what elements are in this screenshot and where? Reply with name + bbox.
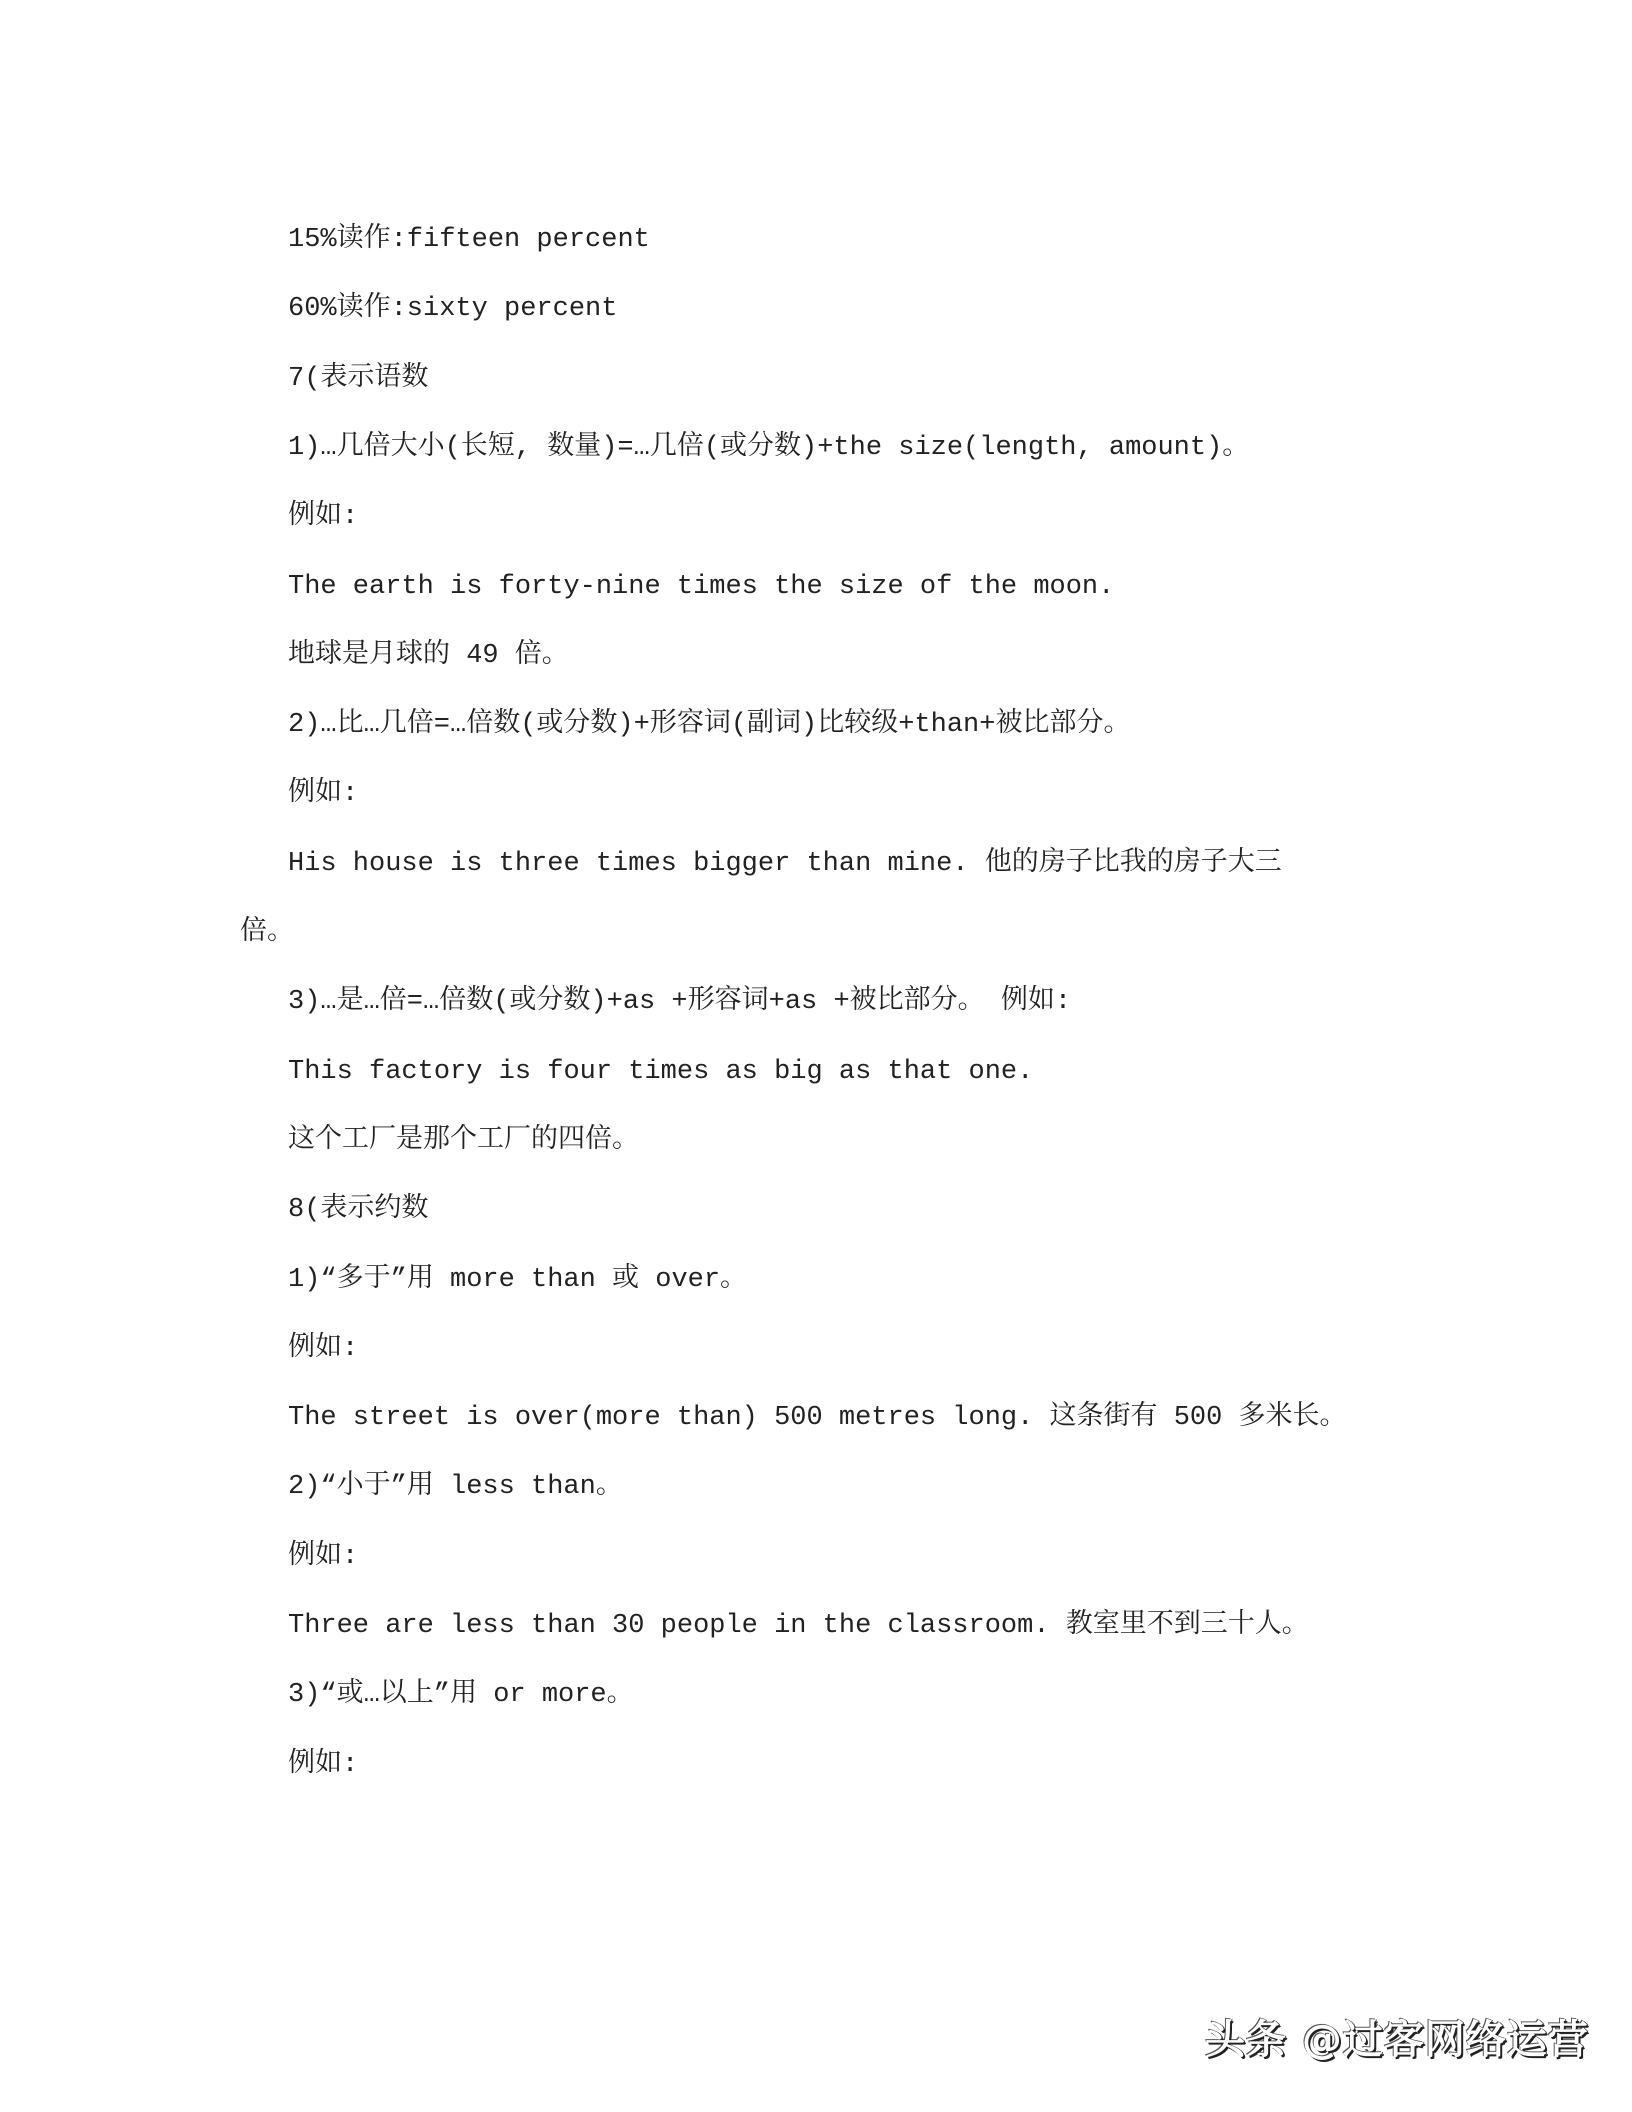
text-line: 例如: — [288, 502, 359, 533]
text-line: 例如: — [288, 1541, 359, 1572]
text-line: 3)“或…以上”用 or more。 — [288, 1680, 634, 1711]
text-line: 这个工厂是那个工厂的四倍。 — [288, 1125, 639, 1156]
text-line: 2)“小于”用 less than。 — [288, 1472, 623, 1503]
text-line: 8(表示约数 — [288, 1195, 429, 1226]
text-line: 15%读作:fifteen percent — [288, 225, 650, 255]
text-line: 1)…几倍大小(长短, 数量)=…几倍(或分数)+the size(length, amount)。 — [288, 432, 1250, 463]
text-line: 地球是月球的 49 倍。 — [288, 640, 569, 671]
text-line: 7(表示语数 — [288, 363, 429, 394]
text-line: 1)“多于”用 more than 或 over。 — [288, 1264, 748, 1295]
text-line: 3)…是…倍=…倍数(或分数)+as +形容词+as +被比部分。 例如: — [288, 987, 1072, 1018]
text-line: 例如: — [288, 1749, 359, 1780]
text-line: 倍。 — [240, 918, 294, 948]
text-line: 例如: — [288, 1333, 359, 1364]
text-line: The earth is forty-nine times the size of the moon. — [288, 571, 1115, 602]
text-line: This factory is four times as big as that one. — [288, 1056, 1034, 1087]
text-line: Three are less than 30 people in the classroom. 教室里不到三十人。 — [288, 1611, 1309, 1641]
text-line: His house is three times bigger than mine. 他的房子比我的房子大三 — [288, 848, 1282, 879]
text-line: The street is over(more than) 500 metres long. 这条街有 500 多米长。 — [288, 1403, 1347, 1434]
text-line: 60%读作:sixty percent — [288, 294, 618, 325]
text-line: 例如: — [288, 779, 359, 810]
text-line: 2)…比…几倍=…倍数(或分数)+形容词(副词)比较级+than+被比部分。 — [288, 710, 1131, 741]
watermark: 头条 @过客网络运营 — [1205, 2017, 1589, 2063]
